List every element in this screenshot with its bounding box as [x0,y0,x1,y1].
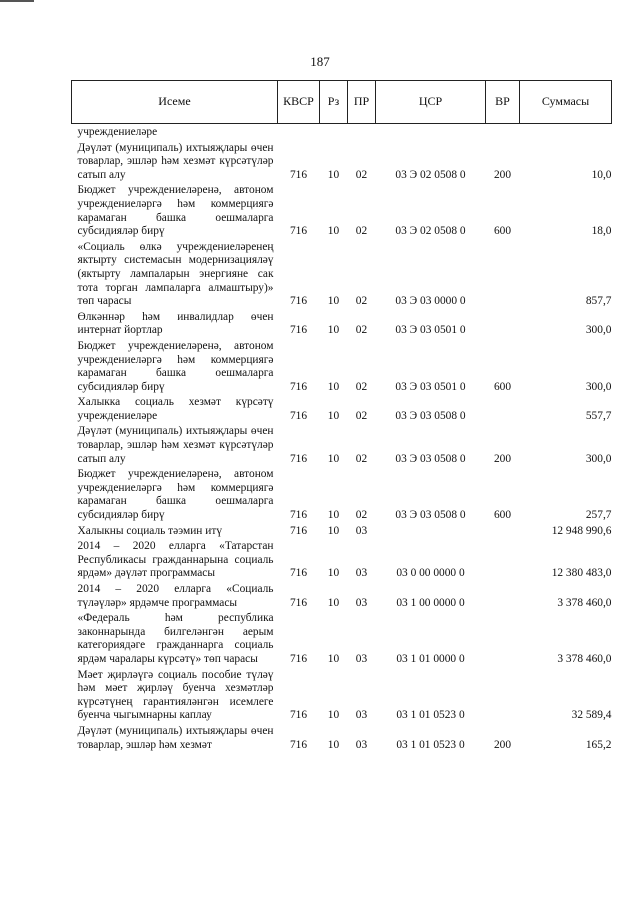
row-pr: 02 [355,452,368,465]
row-pr [348,124,376,140]
row-csr: 03 Э 02 0508 0 [395,168,466,181]
row-pr: 02 [355,324,368,337]
row-csr [376,523,486,539]
row-vr [486,610,520,666]
row-name: «Федераль һәм республика законнарында билгеләнгән аерым категориядәге гражданнарга социаль ярдәм чаралары күрсәтү» төп чарасы [77,612,274,665]
row-csr: 03 Э 03 0508 0 [395,452,466,465]
row-name: Өлкәннәр һәм инвалидлар өчен интернат йортлар [77,310,274,337]
row-name: «Социаль өлкә учреждениеләренең яктырту системасын модернизацияләү (яктырту лампаларын энергияне сак тота торган лампаларга алмаштыру)» төп чарасы [77,240,274,308]
row-rz: 10 [327,409,340,422]
row-csr: 03 1 01 0000 0 [396,652,465,665]
row-sum: 300,0 [585,324,612,337]
row-csr: 03 0 00 0000 0 [396,567,465,580]
table-row [72,466,612,522]
row-pr: 02 [355,509,368,522]
row-pr: 03 [355,652,368,665]
row-sum: 857,7 [585,295,612,308]
table-row [72,309,612,338]
row-sum: 18,0 [591,225,612,238]
row-rz: 10 [327,324,340,337]
row-rz: 10 [327,596,340,609]
row-vr: 200 [493,452,512,465]
row-kvsr: 716 [289,709,308,722]
row-rz: 10 [327,738,340,751]
table-row [72,124,612,140]
row-sum: 32 589,4 [571,709,612,722]
row-name: Дәүләт (муниципаль) ихтыяҗлары өчен товарлар, эшләр һәм хезмәт [77,724,274,751]
row-rz: 10 [327,709,340,722]
row-kvsr: 716 [289,567,308,580]
row-kvsr: 716 [289,295,308,308]
row-csr: 03 Э 03 0000 0 [395,295,466,308]
table-header-row [72,81,612,124]
row-vr [486,523,520,539]
row-vr: 200 [493,168,512,181]
row-csr: 03 Э 03 0508 0 [395,509,466,522]
table-row [72,523,612,539]
row-rz: 10 [327,225,340,238]
row-kvsr: 716 [289,225,308,238]
row-kvsr: 716 [289,738,308,751]
header-rz: Рз [320,81,348,124]
table-row [72,581,612,610]
row-vr: 600 [493,509,512,522]
row-pr: 02 [355,380,368,393]
row-sum: 3 378 460,0 [557,652,612,665]
row-csr [376,124,486,140]
row-rz: 10 [327,652,340,665]
row-vr [486,239,520,309]
row-sum: 10,0 [591,168,612,181]
row-kvsr: 716 [289,652,308,665]
row-kvsr: 716 [289,509,308,522]
header-vr: ВР [486,81,520,124]
row-name: Бюджет учреждениеләренә, автоном учреждениеләргә һәм коммерциягә карамаган башка оешмаларга субсидияләр бирү [77,339,274,393]
row-rz: 10 [327,452,340,465]
header-sum: Суммасы [520,81,612,124]
row-sum: 257,7 [585,509,612,522]
row-rz: 10 [327,380,340,393]
row-kvsr: 716 [289,524,308,537]
table-row [72,338,612,394]
row-vr [486,581,520,610]
row-rz: 10 [327,524,340,537]
row-name: Халыкка социаль хезмәт күрсәтү учреждениеләре [77,396,274,422]
row-name: Дәүләт (муниципаль) ихтыяҗлары өчен товарлар, эшләр һәм хезмәт күрсәтүләр сатып алу [77,141,274,181]
table-row [72,610,612,666]
row-csr: 03 1 00 0000 0 [396,596,465,609]
row-name: 2014 – 2020 елларга «Татарстан Республикасы гражданнарына социаль ярдәм» дәүләт программасы [77,540,274,580]
row-rz: 10 [327,509,340,522]
row-name: Мәет җирләүгә социаль пособие түләү һәм мәет җирләү буенча хезмәтләр күрсәтүнең гарантияләнгән исемлеге буенча чыгымнарны каплау [77,668,274,722]
row-pr: 02 [355,409,368,422]
corner-mark [0,0,34,2]
row-csr: 03 Э 03 0508 0 [395,409,466,422]
table-row [72,423,612,466]
row-csr: 03 1 01 0523 0 [396,738,465,751]
row-csr: 03 Э 02 0508 0 [395,225,466,238]
table-row [72,723,612,752]
row-kvsr: 716 [289,596,308,609]
row-vr [486,538,520,581]
row-vr [486,309,520,338]
row-csr: 03 1 01 0523 0 [396,709,465,722]
row-name: Бюджет учреждениеләренә, автоном учреждениеләргә һәм коммерциягә карамаган башка оешмаларга субсидияләр бирү [77,468,274,522]
budget-table [71,80,612,752]
row-sum [520,124,612,140]
row-name: Бюджет учреждениеләренә, автоном учреждениеләргә һәм коммерциягә карамаган башка оешмаларга субсидияләр бирү [77,184,274,238]
row-pr: 02 [355,168,368,181]
row-vr: 600 [493,380,512,393]
row-kvsr [278,124,320,140]
row-name: учреждениеләре [77,126,158,138]
row-sum: 12 948 990,6 [551,524,612,537]
row-pr: 03 [355,709,368,722]
table-row [72,182,612,238]
page-number: 187 [310,54,330,69]
table-row [72,394,612,423]
row-rz [320,124,348,140]
header-pr: ПР [348,81,376,124]
row-rz: 10 [327,295,340,308]
row-sum: 300,0 [585,452,612,465]
row-vr [486,124,520,140]
row-rz: 10 [327,567,340,580]
row-csr: 03 Э 03 0501 0 [395,324,466,337]
table-row [72,538,612,581]
header-kvsr: КВСР [278,81,320,124]
row-vr: 200 [493,738,512,751]
row-name: 2014 – 2020 елларга «Социаль түләүләр» ярдәмче программасы [77,583,274,609]
row-pr: 02 [355,295,368,308]
row-vr [486,394,520,423]
row-sum: 3 378 460,0 [557,596,612,609]
row-csr: 03 Э 03 0501 0 [395,380,466,393]
table-row [72,140,612,183]
row-name: Дәүләт (муниципаль) ихтыяҗлары өчен товарлар, эшләр һәм хезмәт күрсәтүләр сатып алу [77,425,274,465]
header-csr: ЦСР [376,81,486,124]
header-name: Исеме [72,81,278,124]
row-pr: 02 [355,225,368,238]
row-name: Халыкны социаль тәэмин итү [77,524,223,537]
row-kvsr: 716 [289,380,308,393]
row-pr: 03 [355,596,368,609]
row-kvsr: 716 [289,324,308,337]
table-row [72,667,612,723]
row-kvsr: 716 [289,452,308,465]
table-row [72,239,612,309]
row-sum: 557,7 [585,409,612,422]
row-sum: 165,2 [585,738,612,751]
row-pr: 03 [355,524,368,537]
row-kvsr: 716 [289,168,308,181]
row-rz: 10 [327,168,340,181]
row-vr [486,667,520,723]
row-pr: 03 [355,567,368,580]
row-pr: 03 [355,738,368,751]
row-vr: 600 [493,225,512,238]
row-sum: 300,0 [585,380,612,393]
row-sum: 12 380 483,0 [551,567,612,580]
row-kvsr: 716 [289,409,308,422]
